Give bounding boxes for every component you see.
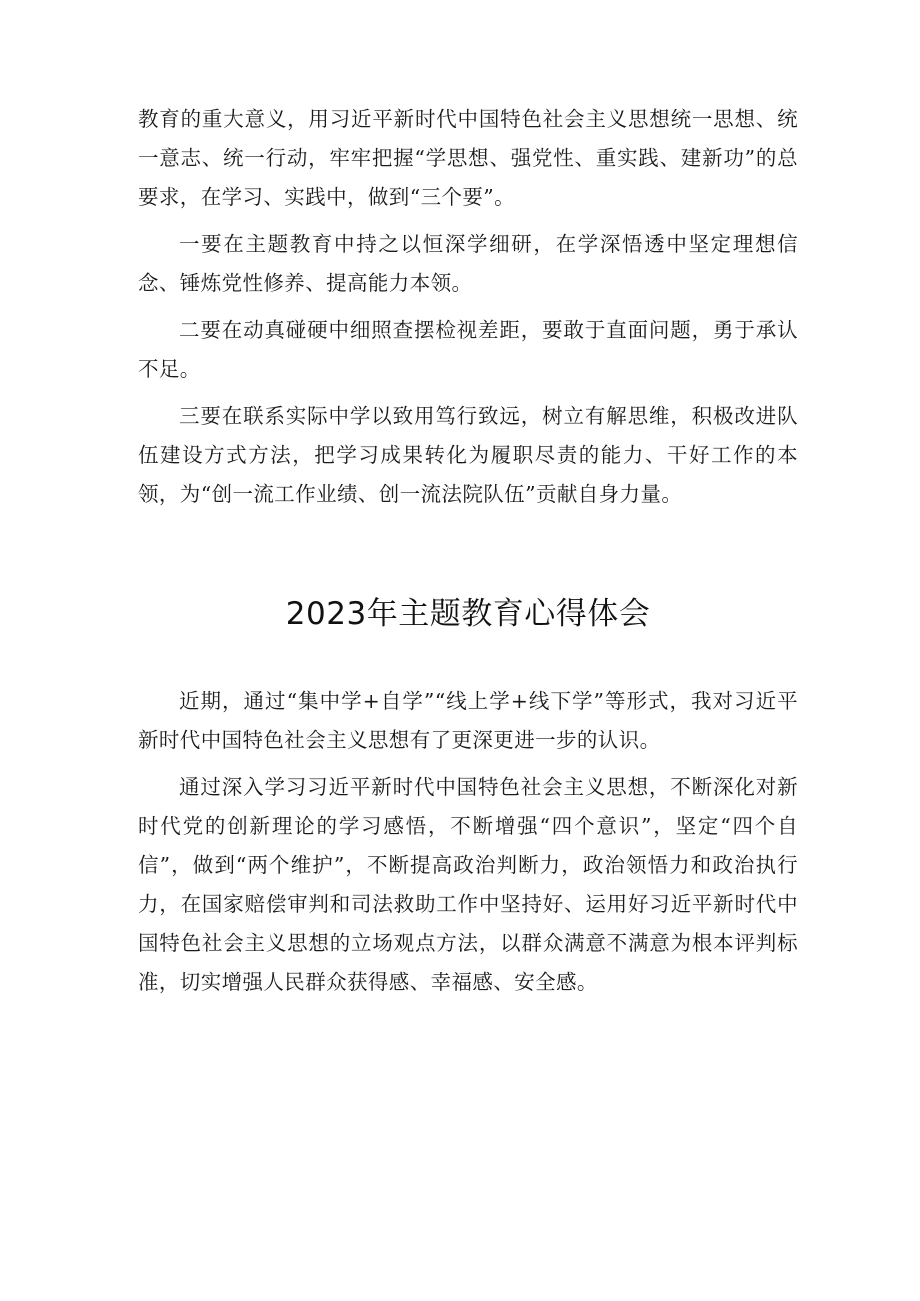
paragraph-third-requirement: 三要在联系实际中学以致用笃行致远，树立有解思维，积极改进队伍建设方式方法，把学习成果转化为履职尽责的能力、干好工作的本领，为“创一流工作业绩、创一流法院队伍”贡献自身力量。 [138, 404, 798, 506]
paragraph-intro: 近期，通过“集中学+自学”“线上学+线下学”等形式，我对习近平新时代中国特色社会主义思想有了更深更进一步的认识。 [138, 689, 798, 752]
paragraph-study-detail: 通过深入学习习近平新时代中国特色社会主义思想，不断深化对新时代党的创新理论的学习感悟，不断增强“四个意识”，坚定“四个自信”，做到“两个维护”，不断提高政治判断力，政治领悟力和政治执行力，在国家赔偿审判和司法救助工作中坚持好、运用好习近平新时代中国特色社会主义思想的立场观点方法，以群众满意不满意为根本评判标准，切实增强人民群众获得感、幸福感、安全感。 [138, 775, 798, 994]
paragraph-second-requirement: 二要在动真碰硬中细照查摆检视差距，要敢于直面问题，勇于承认不足。 [138, 318, 798, 381]
article-title: 2023年主题教育心得体会 [285, 596, 651, 632]
paragraph-first-requirement: 一要在主题教育中持之以恒深学细研，在学深悟透中坚定理想信念、锤炼党性修养、提高能力本领。 [138, 232, 798, 295]
paragraph-continuation: 教育的重大意义，用习近平新时代中国特色社会主义思想统一思想、统一意志、统一行动，牢牢把握“学思想、强党性、重实践、建新功”的总要求，在学习、实践中，做到“三个要”。 [138, 107, 798, 209]
section-continued-text [138, 100, 798, 514]
article-body [138, 682, 798, 1002]
document-page [138, 100, 798, 1002]
